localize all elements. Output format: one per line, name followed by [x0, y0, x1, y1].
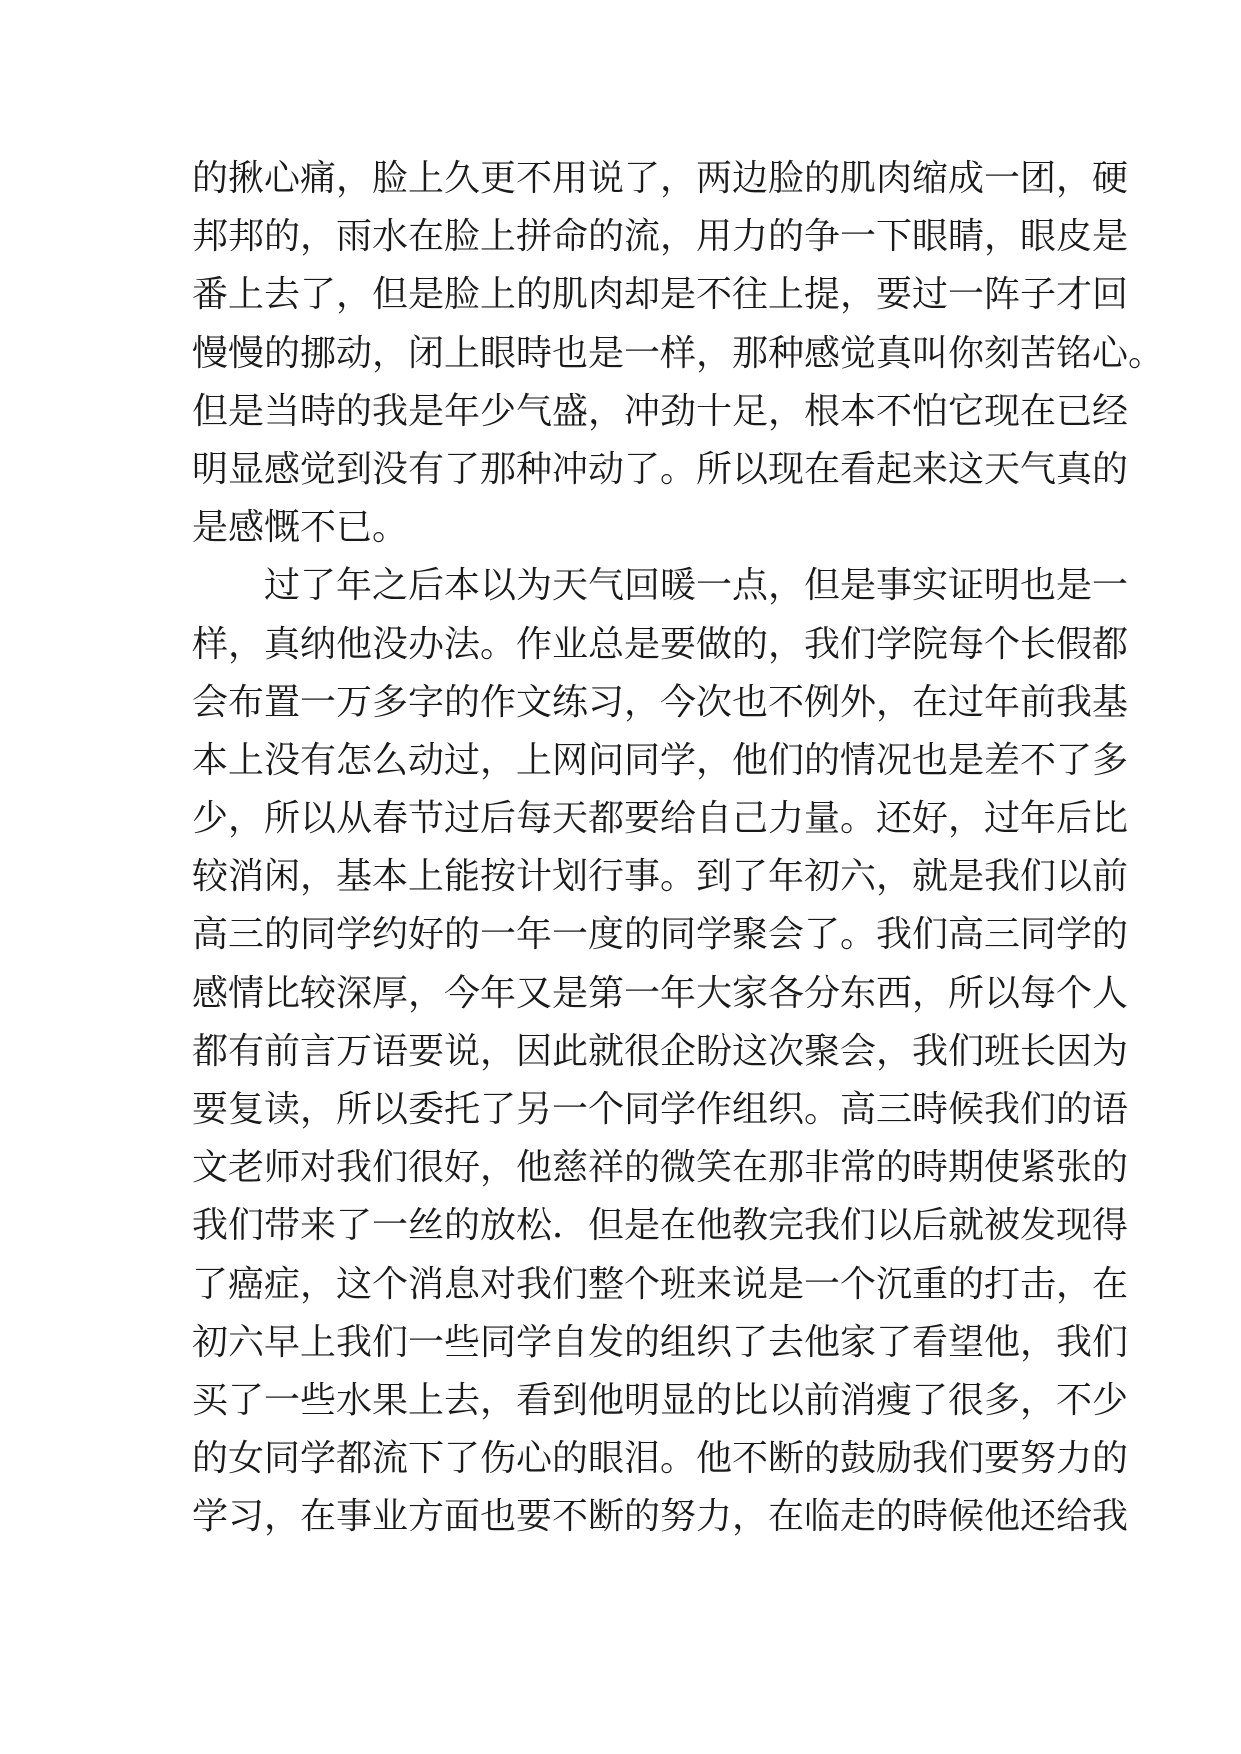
text-line: 本上没有怎么动过，上网问同学，他们的情况也是差不了多: [192, 739, 1129, 781]
text-line: 邦邦的，雨水在脸上拼命的流，用力的争一下眼睛，眼皮是: [192, 216, 1129, 258]
text-line: 会布置一万多字的作文练习，今次也不例外，在过年前我基: [192, 681, 1129, 723]
text-line: 过了年之后本以为天气回暖一点，但是事实证明也是一: [264, 565, 1129, 607]
text-line: 都有前言万语要说，因此就很企盼这次聚会，我们班长因为: [192, 1030, 1129, 1072]
text-line: 是感慨不已。: [192, 507, 409, 549]
document-body: [192, 150, 1165, 1547]
paragraph: [192, 150, 1165, 557]
text-line: 番上去了，但是脸上的肌肉却是不往上提，要过一阵子才回: [192, 274, 1129, 316]
text-line: 文老师对我们很好，他慈祥的微笑在那非常的時期使紧张的: [192, 1147, 1129, 1189]
text-line: 少，所以从春节过后每天都要给自己力量。还好，过年后比: [192, 798, 1129, 840]
text-line: 学习，在事业方面也要不断的努力，在临走的時候他还给我: [192, 1496, 1129, 1538]
text-line: 样，真纳他没办法。作业总是要做的，我们学院每个长假都: [192, 623, 1129, 665]
text-line: 较消闲，基本上能按计划行事。到了年初六，就是我们以前: [192, 856, 1129, 898]
text-line: 高三的同学约好的一年一度的同学聚会了。我们高三同学的: [192, 914, 1129, 956]
text-line: 感情比较深厚，今年又是第一年大家各分东西，所以每个人: [192, 972, 1129, 1014]
text-line: 了癌症，这个消息对我们整个班来说是一个沉重的打击，在: [192, 1263, 1129, 1305]
text-line: 慢慢的挪动，闭上眼時也是一样，那种感觉真叫你刻苦铭心。: [192, 332, 1165, 374]
text-line: 买了一些水果上去，看到他明显的比以前消瘦了很多，不少: [192, 1379, 1129, 1421]
text-line: 我们带来了一丝的放松．但是在他教完我们以后就被发现得: [192, 1205, 1129, 1247]
paragraph: [192, 557, 1129, 1546]
text-line: 的揪心痛，脸上久更不用说了，两边脸的肌肉缩成一团，硬: [192, 158, 1129, 199]
text-line: 明显感觉到没有了那种冲动了。所以现在看起来这天气真的: [192, 448, 1129, 490]
text-line: 但是当時的我是年少气盛，冲劲十足，根本不怕它现在已经: [192, 390, 1129, 432]
text-line: 的女同学都流下了伤心的眼泪。他不断的鼓励我们要努力的: [192, 1438, 1129, 1480]
text-line: 初六早上我们一些同学自发的组织了去他家了看望他，我们: [192, 1321, 1129, 1363]
text-line: 要复读，所以委托了另一个同学作组织。高三時候我们的语: [192, 1089, 1129, 1130]
